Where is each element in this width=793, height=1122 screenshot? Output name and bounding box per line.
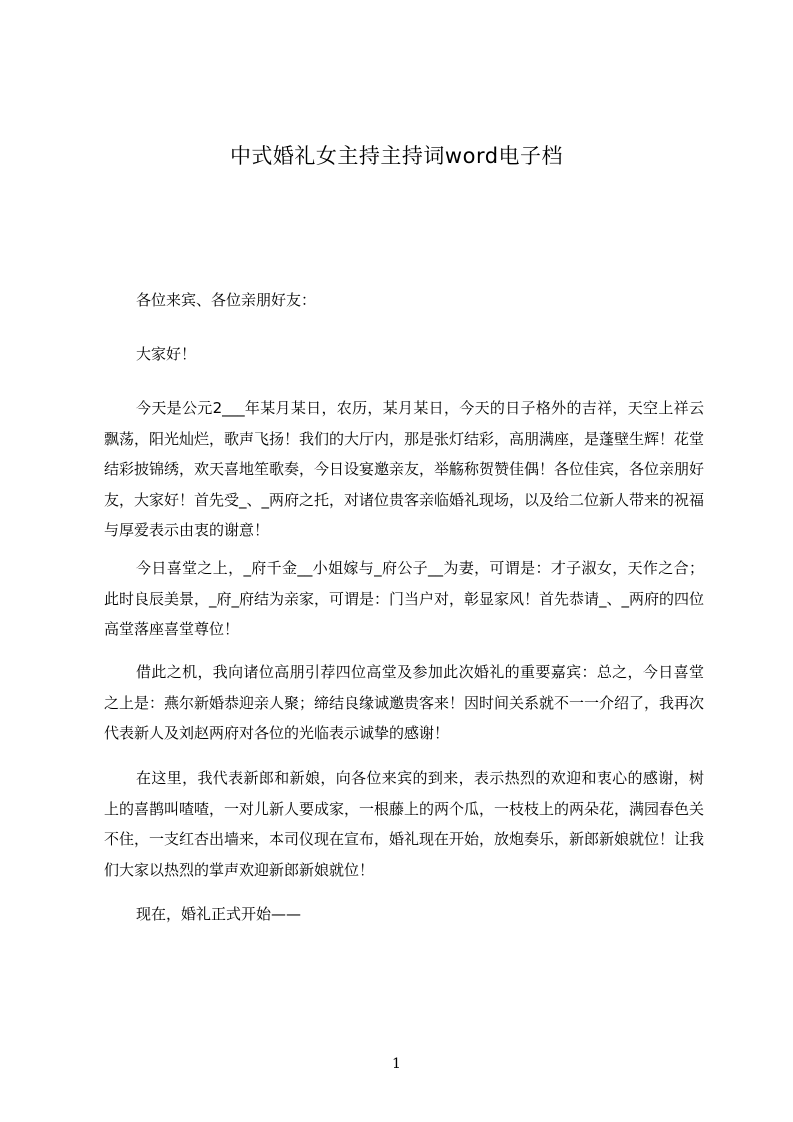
paragraph-ceremony-start: 现在，婚礼正式开始—— (136, 905, 302, 923)
paragraph-announcement: 在这里，我代表新郎和新娘，向各位来宾的到来，表示热烈的欢迎和衷心的感谢，树上的喜鹊叫喳喳，一对儿新人要成家，一根藤上的两个瓜，一枝枝上的两朵花，满园春色关不住，一支红杏出墙来，本司仪现在宣布，婚礼现在开始，放炮奏乐，新郎新娘就位！让我们大家以热烈的掌声欢迎新郎新娘就位！ (104, 769, 705, 879)
paragraph-opening: 今天是公元2___年某月某日，农历，某月某日，今天的日子格外的吉祥，天空上祥云飘荡，阳光灿烂，歌声飞扬！我们的大厅内，那是张灯结彩，高朋满座，是蓬壁生辉！花堂结彩披锦绣，欢天喜地笙歌奏，今日设宴邀亲友，举觞称贺赞佳偶！各位佳宾，各位亲朋好友，大家好！首先受_、_两府之托，对诸位贵客亲临婚礼现场，以及给二位新人带来的祝福与厚爱表示由衷的谢意！ (104, 399, 705, 539)
paragraph-greeting: 各位来宾、各位亲朋好友： (136, 291, 317, 309)
paragraph-families: 今日喜堂之上，_府千金__小姐嫁与_府公子__为妻，可谓是：才子淑女，天作之合；此时良辰美景，_府_府结为亲家，可谓是：门当户对，彰显家风！首先恭请_、_两府的四位高堂落座喜堂尊位！ (104, 559, 705, 638)
document-title: 中式婚礼女主持主持词word电子档 (229, 144, 564, 168)
paragraph-hello: 大家好！ (136, 345, 197, 363)
page-number: 1 (392, 1056, 401, 1072)
paragraph-guests: 借此之机，我向诸位高朋引荐四位高堂及参加此次婚礼的重要嘉宾：总之，今日喜堂之上是：燕尔新婚恭迎亲人聚；缔结良缘诚邀贵客来！因时间关系就不一一介绍了，我再次代表新人及刘赵两府对各位的光临表示诚挚的感谢！ (104, 663, 705, 742)
